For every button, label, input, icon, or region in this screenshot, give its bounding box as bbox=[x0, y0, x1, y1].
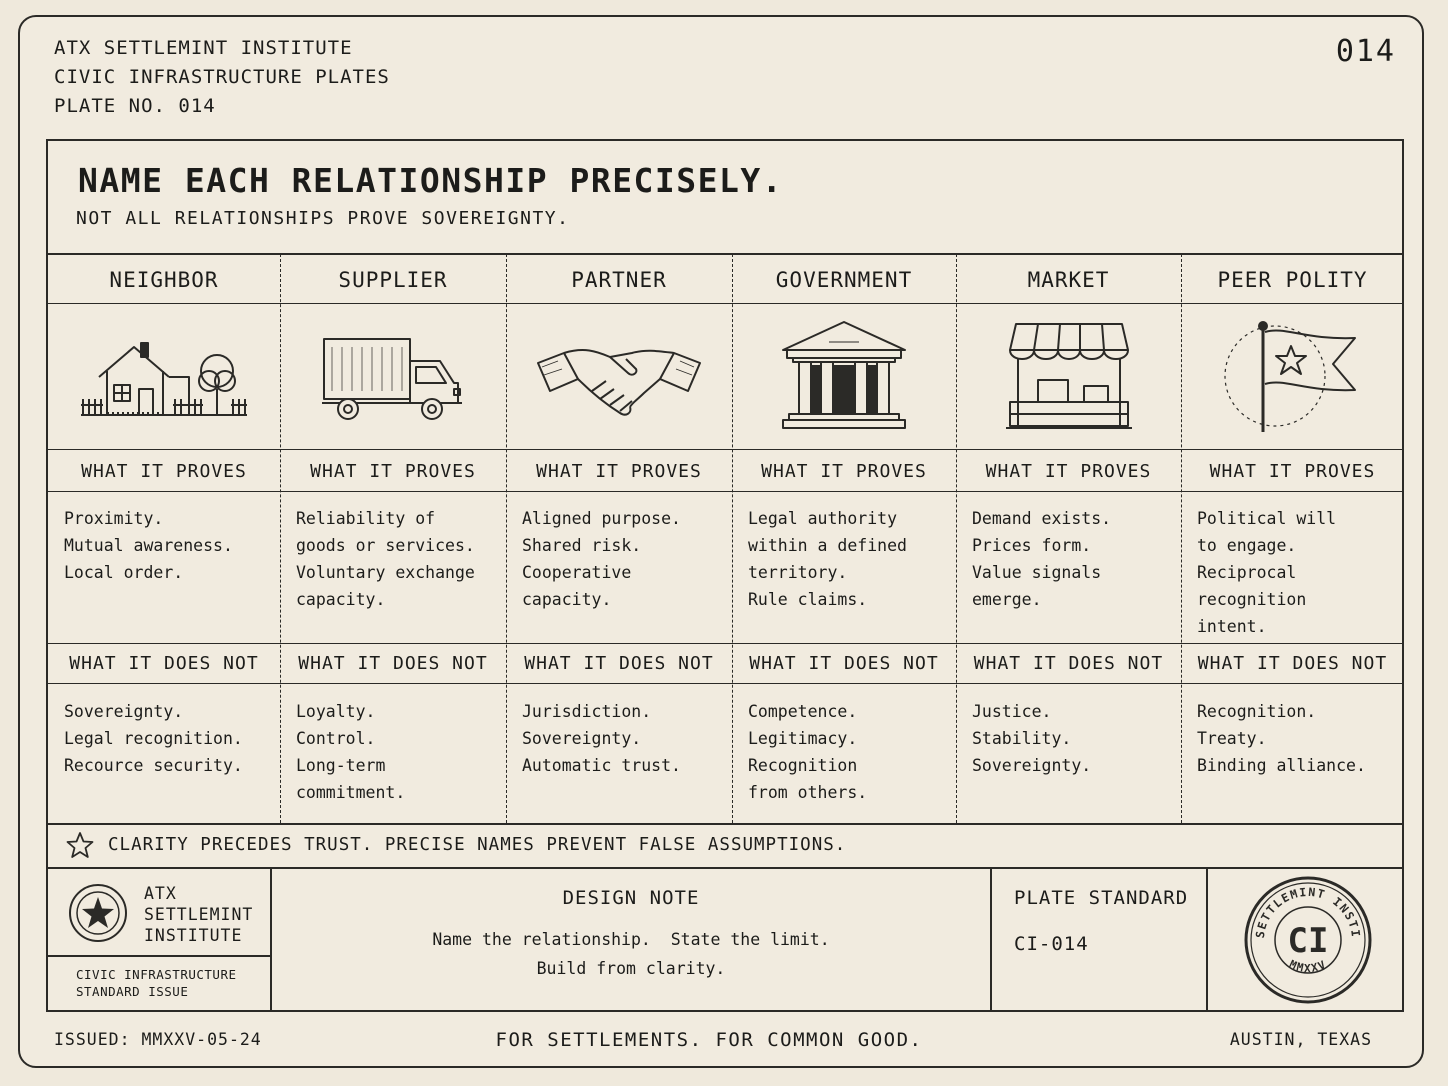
does-not-cell bbox=[956, 698, 1181, 823]
does-not-line: Justice. bbox=[972, 702, 1052, 721]
relationship-table bbox=[46, 139, 1404, 1012]
proves-header: WHAT IT PROVES bbox=[81, 461, 247, 482]
does-not-header: WHAT IT DOES NOT bbox=[298, 653, 488, 674]
page-subtitle: NOT ALL RELATIONSHIPS PROVE SOVEREIGNTY. bbox=[76, 208, 570, 229]
does-not-line: Legitimacy. bbox=[748, 729, 858, 748]
does-not-line: Jurisdiction. bbox=[522, 702, 652, 721]
proves-line: Local order. bbox=[64, 563, 184, 582]
does-not-cell bbox=[506, 698, 732, 823]
proves-line: recognition bbox=[1197, 590, 1307, 609]
plate-number: 014 bbox=[1335, 34, 1396, 69]
header-line-series: CIVIC INFRASTRUCTURE PLATES bbox=[54, 66, 390, 88]
rule-under-not bbox=[48, 823, 1402, 825]
design-note-title: DESIGN NOTE bbox=[562, 887, 700, 909]
does-not-line: Sovereignty. bbox=[64, 702, 184, 721]
proves-line: territory. bbox=[748, 563, 848, 582]
does-not-line: Control. bbox=[296, 729, 376, 748]
column-header: GOVERNMENT bbox=[775, 268, 913, 292]
proves-line: within a defined bbox=[748, 536, 907, 555]
proves-header: WHAT IT PROVES bbox=[761, 461, 927, 482]
logo-sub-line-1: CIVIC INFRASTRUCTURE bbox=[76, 967, 237, 982]
page-title: NAME EACH RELATIONSHIP PRECISELY. bbox=[78, 161, 784, 200]
divider-standard bbox=[1206, 868, 1208, 1012]
does-not-line: Recource security. bbox=[64, 756, 243, 775]
handshake-icon bbox=[506, 305, 732, 451]
proves-cell bbox=[956, 505, 1181, 643]
does-not-cell bbox=[1181, 698, 1404, 823]
proves-header: WHAT IT PROVES bbox=[536, 461, 702, 482]
proves-line: Value signals bbox=[972, 563, 1102, 582]
proves-line: intent. bbox=[1197, 617, 1267, 636]
proves-line: emerge. bbox=[972, 590, 1042, 609]
proves-line: Mutual awareness. bbox=[64, 536, 233, 555]
footer-tagline: FOR SETTLEMENTS. FOR COMMON GOOD. bbox=[495, 1029, 923, 1051]
logo-wordmark bbox=[144, 883, 253, 946]
footer-location: AUSTIN, TEXAS bbox=[1229, 1030, 1372, 1049]
seal-year: MMXXV bbox=[1287, 957, 1329, 975]
house-icon bbox=[48, 305, 280, 451]
proves-line: Rule claims. bbox=[748, 590, 868, 609]
does-not-line: Treaty. bbox=[1197, 729, 1267, 748]
plate-standard-code: CI-014 bbox=[1014, 933, 1089, 955]
logo-line-2: SETTLEMINT bbox=[144, 905, 254, 924]
seal-ring-text: ATX SETTLEMINT INSTITUTE bbox=[1237, 863, 1364, 939]
does-not-line: Binding alliance. bbox=[1197, 756, 1366, 775]
design-note-body bbox=[272, 925, 990, 983]
logo-line-1: ATX bbox=[144, 884, 177, 903]
does-not-line: Loyalty. bbox=[296, 702, 376, 721]
institute-logo-icon bbox=[68, 883, 128, 947]
does-not-cell bbox=[48, 698, 280, 823]
proves-line: Cooperative bbox=[522, 563, 632, 582]
proves-line: Aligned purpose. bbox=[522, 509, 681, 528]
does-not-line: Recognition. bbox=[1197, 702, 1317, 721]
proves-line: to engage. bbox=[1197, 536, 1297, 555]
government-building-icon bbox=[732, 305, 956, 451]
proves-line: Political will bbox=[1197, 509, 1337, 528]
header-line-institute: ATX SETTLEMINT INSTITUTE bbox=[54, 37, 353, 59]
flag-icon bbox=[1181, 305, 1404, 451]
rule-under-motto bbox=[48, 867, 1402, 869]
rule-logo-split bbox=[48, 955, 270, 957]
does-not-cell bbox=[280, 698, 506, 823]
proves-line: Reciprocal bbox=[1197, 563, 1297, 582]
does-not-line: commitment. bbox=[296, 783, 406, 802]
proves-line: Reliability of bbox=[296, 509, 436, 528]
proves-header: WHAT IT PROVES bbox=[310, 461, 476, 482]
column-header: NEIGHBOR bbox=[109, 268, 219, 292]
column-header: PARTNER bbox=[571, 268, 667, 292]
plate-standard-label: PLATE STANDARD bbox=[1014, 887, 1189, 909]
truck-icon bbox=[280, 305, 506, 451]
proves-header: WHAT IT PROVES bbox=[1209, 461, 1376, 482]
design-note-line-1: Name the relationship. State the limit. bbox=[432, 930, 830, 949]
proves-line: Prices form. bbox=[972, 536, 1092, 555]
does-not-header: WHAT IT DOES NOT bbox=[749, 653, 939, 674]
does-not-line: Legal recognition. bbox=[64, 729, 243, 748]
proves-line: goods or services. bbox=[296, 536, 475, 555]
header-line-plate: PLATE NO. 014 bbox=[54, 95, 216, 117]
does-not-line: Long-term bbox=[296, 756, 386, 775]
proves-line: capacity. bbox=[296, 590, 386, 609]
motto-text: CLARITY PRECEDES TRUST. PRECISE NAMES PREVENT FALSE ASSUMPTIONS. bbox=[108, 835, 847, 855]
does-not-line: Recognition bbox=[748, 756, 858, 775]
does-not-line: Sovereignty. bbox=[972, 756, 1092, 775]
proves-cell bbox=[1181, 505, 1404, 643]
proves-line: capacity. bbox=[522, 590, 612, 609]
does-not-cell bbox=[732, 698, 956, 823]
seal-center: CI bbox=[1287, 921, 1329, 961]
does-not-header: WHAT IT DOES NOT bbox=[524, 653, 714, 674]
column-header: MARKET bbox=[1027, 268, 1110, 292]
proves-cell bbox=[280, 505, 506, 643]
column-header: SUPPLIER bbox=[338, 268, 448, 292]
proves-line: Shared risk. bbox=[522, 536, 642, 555]
proves-line: Demand exists. bbox=[972, 509, 1112, 528]
proves-line: Voluntary exchange bbox=[296, 563, 475, 582]
design-note-line-2: Build from clarity. bbox=[536, 959, 726, 978]
issued-date: ISSUED: MMXXV-05-24 bbox=[54, 1030, 262, 1049]
header-block bbox=[54, 34, 390, 121]
logo-subtitle bbox=[76, 966, 237, 1000]
does-not-line: from others. bbox=[748, 783, 868, 802]
does-not-header: WHAT IT DOES NOT bbox=[973, 653, 1164, 674]
does-not-line: Sovereignty. bbox=[522, 729, 642, 748]
institute-seal bbox=[1237, 863, 1374, 1010]
proves-cell bbox=[732, 505, 956, 643]
logo-sub-line-2: STANDARD ISSUE bbox=[76, 984, 189, 999]
proves-line: Proximity. bbox=[64, 509, 164, 528]
proves-line: Legal authority bbox=[748, 509, 898, 528]
proves-cell bbox=[506, 505, 732, 643]
market-stall-icon bbox=[956, 305, 1181, 451]
star-icon bbox=[66, 831, 94, 863]
does-not-header: WHAT IT DOES NOT bbox=[69, 653, 259, 674]
does-not-header: WHAT IT DOES NOT bbox=[1197, 653, 1388, 674]
proves-cell bbox=[48, 505, 280, 643]
does-not-line: Stability. bbox=[972, 729, 1072, 748]
does-not-line: Competence. bbox=[748, 702, 858, 721]
proves-header: WHAT IT PROVES bbox=[985, 461, 1152, 482]
does-not-line: Automatic trust. bbox=[522, 756, 681, 775]
logo-line-3: INSTITUTE bbox=[144, 926, 243, 945]
divider-note bbox=[990, 868, 992, 1012]
column-header: PEER POLITY bbox=[1217, 268, 1368, 292]
